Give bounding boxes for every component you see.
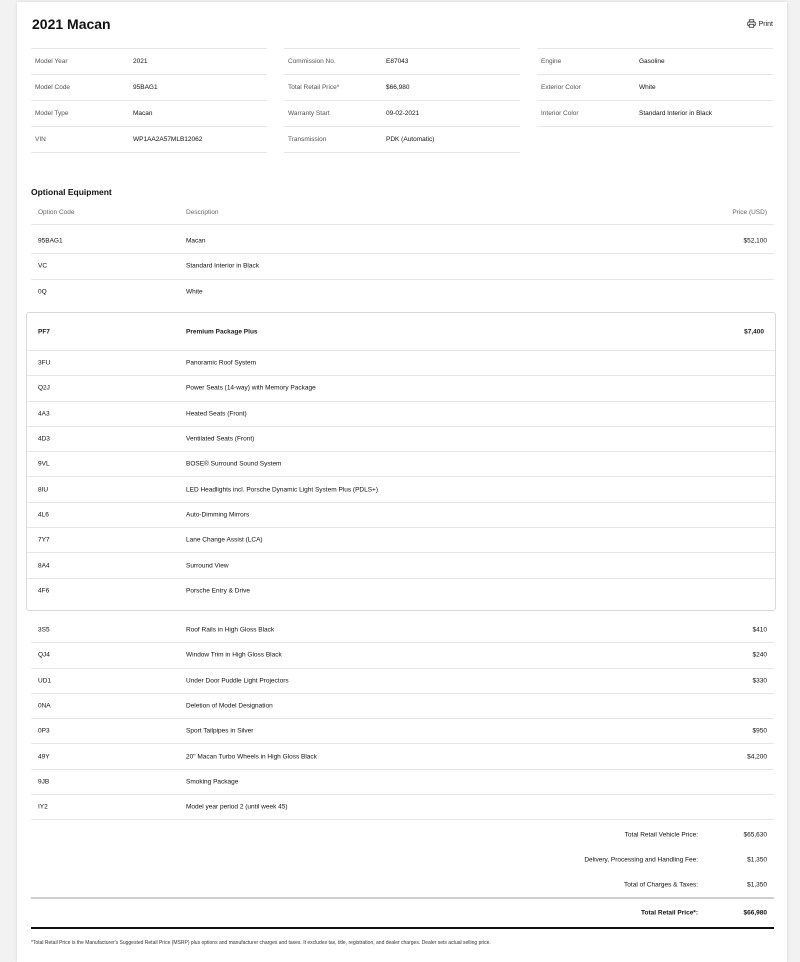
spec-row bbox=[537, 74, 773, 100]
spec-value: E87043 bbox=[386, 58, 409, 65]
spec-row bbox=[537, 100, 773, 127]
equipment-bottom-rows bbox=[31, 618, 774, 820]
option-price: $410 bbox=[752, 626, 767, 634]
option-code: 4F6 bbox=[38, 587, 50, 595]
table-row bbox=[31, 694, 774, 719]
option-description: Porsche Entry & Drive bbox=[186, 587, 250, 595]
package-header-row bbox=[27, 313, 775, 351]
page-title: 2021 Macan bbox=[32, 16, 111, 32]
table-row bbox=[31, 254, 774, 279]
spec-value: $66,980 bbox=[386, 84, 410, 91]
spec-row bbox=[537, 48, 773, 74]
option-price: $4,200 bbox=[747, 753, 767, 761]
option-description: Roof Rails in High Gloss Black bbox=[186, 626, 275, 634]
spec-row bbox=[284, 74, 520, 100]
total-row bbox=[31, 847, 774, 872]
option-price: $950 bbox=[752, 727, 767, 735]
option-description: Surround View bbox=[186, 562, 229, 570]
spec-row bbox=[284, 126, 520, 153]
option-code: 4A3 bbox=[38, 410, 50, 418]
option-code: IY2 bbox=[38, 803, 48, 811]
option-description: Under Door Puddle Light Projectors bbox=[186, 677, 289, 685]
total-row bbox=[31, 822, 774, 847]
list-item bbox=[27, 452, 775, 477]
spec-value: PDK (Automatic) bbox=[386, 136, 435, 143]
option-code: 0Q bbox=[38, 288, 47, 296]
list-item bbox=[27, 503, 775, 528]
package-description: Premium Package Plus bbox=[186, 328, 258, 335]
table-row bbox=[31, 669, 774, 694]
specs-column-1 bbox=[31, 48, 267, 153]
package-items bbox=[27, 351, 775, 604]
spec-row bbox=[31, 100, 267, 126]
total-value: $1,350 bbox=[747, 881, 767, 888]
option-code: UD1 bbox=[38, 677, 52, 685]
option-code: 49Y bbox=[38, 753, 50, 761]
total-label: Delivery, Processing and Handling Fee: bbox=[584, 856, 698, 863]
spec-value: Standard Interior in Black bbox=[639, 110, 712, 117]
option-code: 95BAG1 bbox=[38, 237, 63, 245]
spec-label: Warranty Start bbox=[288, 110, 330, 117]
total-label: Total Retail Vehicle Price: bbox=[624, 831, 698, 838]
option-code: 0P3 bbox=[38, 727, 50, 735]
price-footnote: *Total Retail Price is the Manufacturer's Suggested Retail Price (MSRP) plus options and manufacturer charges and taxes. It excludes tax, title, registration, and dealer charges. Dealer sets actual selling price. bbox=[31, 940, 491, 946]
spec-label: Transmission bbox=[288, 136, 327, 143]
option-description: 20" Macan Turbo Wheels in High Gloss Black bbox=[186, 753, 317, 761]
option-code: QJ4 bbox=[38, 651, 50, 659]
table-row bbox=[31, 280, 774, 305]
table-row bbox=[31, 229, 774, 254]
spec-value: 09-02-2021 bbox=[386, 110, 420, 117]
list-item bbox=[27, 351, 775, 376]
list-item bbox=[27, 528, 775, 553]
spec-label: Commission No. bbox=[288, 58, 336, 65]
spec-row bbox=[31, 126, 267, 153]
grand-total-label: Total Retail Price*: bbox=[641, 909, 698, 917]
spec-label: Interior Color bbox=[541, 110, 579, 117]
option-code: 8IU bbox=[38, 486, 49, 494]
spec-value: 2021 bbox=[133, 58, 148, 65]
option-code: 7Y7 bbox=[38, 536, 50, 544]
option-code: Q2J bbox=[38, 384, 50, 392]
option-code: VC bbox=[38, 262, 48, 270]
total-row bbox=[31, 872, 774, 899]
table-row bbox=[31, 643, 774, 668]
option-description: White bbox=[186, 288, 203, 296]
option-description: Smoking Package bbox=[186, 778, 239, 786]
option-description: Model year period 2 (until week 45) bbox=[186, 803, 288, 811]
option-description: Auto-Dimming Mirrors bbox=[186, 511, 250, 519]
option-description: Ventilated Seats (Front) bbox=[186, 435, 255, 443]
list-item bbox=[27, 376, 775, 401]
spec-value: White bbox=[639, 84, 656, 91]
spec-row bbox=[284, 100, 520, 126]
spec-label: Model Code bbox=[35, 84, 71, 91]
total-value: $65,630 bbox=[743, 831, 767, 838]
grand-total-value: $66,980 bbox=[743, 909, 767, 917]
option-description: Window Trim in High Gloss Black bbox=[186, 651, 282, 659]
spec-value: 95BAG1 bbox=[133, 84, 158, 91]
option-description: Sport Tailpipes in Silver bbox=[186, 727, 254, 735]
option-code: 9JB bbox=[38, 778, 50, 786]
option-price: $52,100 bbox=[743, 237, 767, 245]
option-description: Deletion of Model Designation bbox=[186, 702, 273, 710]
option-description: LED Headlights incl. Porsche Dynamic Light System Plus (PDLS+) bbox=[186, 486, 379, 494]
specs-column-3 bbox=[537, 48, 773, 127]
specs-column-2 bbox=[284, 48, 520, 153]
header-description: Description bbox=[186, 209, 219, 216]
optional-equipment-title: Optional Equipment bbox=[31, 187, 112, 197]
list-item bbox=[27, 402, 775, 427]
print-button[interactable] bbox=[747, 19, 773, 30]
option-code: 4L6 bbox=[38, 511, 49, 519]
list-item bbox=[27, 477, 775, 502]
print-label: Print bbox=[758, 21, 773, 28]
vehicle-specs bbox=[31, 48, 774, 158]
price-totals bbox=[31, 822, 774, 929]
spec-label: Model Type bbox=[35, 110, 69, 117]
premium-package-group bbox=[26, 312, 776, 611]
package-price: $7,400 bbox=[744, 328, 764, 335]
table-row bbox=[31, 719, 774, 744]
spec-row bbox=[31, 74, 267, 100]
equipment-top-rows bbox=[31, 229, 774, 305]
option-code: 3FU bbox=[38, 359, 51, 367]
option-description: Heated Seats (Front) bbox=[186, 410, 247, 418]
header-price: Price (USD) bbox=[732, 209, 767, 216]
list-item bbox=[27, 553, 775, 578]
option-code: 3S5 bbox=[38, 626, 50, 634]
spec-label: Model Year bbox=[35, 58, 68, 65]
package-code: PF7 bbox=[38, 328, 50, 335]
spec-row bbox=[284, 48, 520, 74]
table-row bbox=[31, 744, 774, 769]
option-description: BOSE® Surround Sound System bbox=[186, 460, 282, 468]
spec-value: Macan bbox=[133, 110, 153, 117]
table-row bbox=[31, 770, 774, 795]
list-item bbox=[27, 579, 775, 604]
spec-label: Engine bbox=[541, 58, 562, 65]
table-row bbox=[31, 795, 774, 820]
list-item bbox=[27, 427, 775, 452]
spec-label: Total Retail Price* bbox=[288, 84, 340, 91]
table-row bbox=[31, 618, 774, 643]
option-description: Standard Interior in Black bbox=[186, 262, 259, 270]
option-description: Power Seats (14-way) with Memory Package bbox=[186, 384, 316, 392]
option-price: $330 bbox=[752, 677, 767, 685]
spec-value: WP1AA2A57MLB12062 bbox=[133, 136, 203, 143]
spec-label: Exterior Color bbox=[541, 84, 581, 91]
option-code: 0NA bbox=[38, 702, 51, 710]
grand-total-row bbox=[31, 899, 774, 929]
printer-icon bbox=[747, 19, 756, 30]
option-code: 9VL bbox=[38, 460, 50, 468]
vehicle-details-card bbox=[17, 2, 787, 962]
option-code: 4D3 bbox=[38, 435, 50, 443]
option-description: Macan bbox=[186, 237, 206, 245]
option-price: $240 bbox=[752, 651, 767, 659]
spec-value: Gasoline bbox=[639, 58, 665, 65]
total-value: $1,350 bbox=[747, 856, 767, 863]
header-option-code: Option Code bbox=[38, 209, 75, 216]
option-description: Lane Change Assist (LCA) bbox=[186, 536, 263, 544]
spec-row bbox=[31, 48, 267, 74]
equipment-table-header bbox=[31, 202, 774, 225]
total-label: Total of Charges & Taxes: bbox=[624, 881, 698, 888]
option-code: 8A4 bbox=[38, 562, 50, 570]
spec-label: VIN bbox=[35, 136, 46, 143]
option-description: Panoramic Roof System bbox=[186, 359, 257, 367]
